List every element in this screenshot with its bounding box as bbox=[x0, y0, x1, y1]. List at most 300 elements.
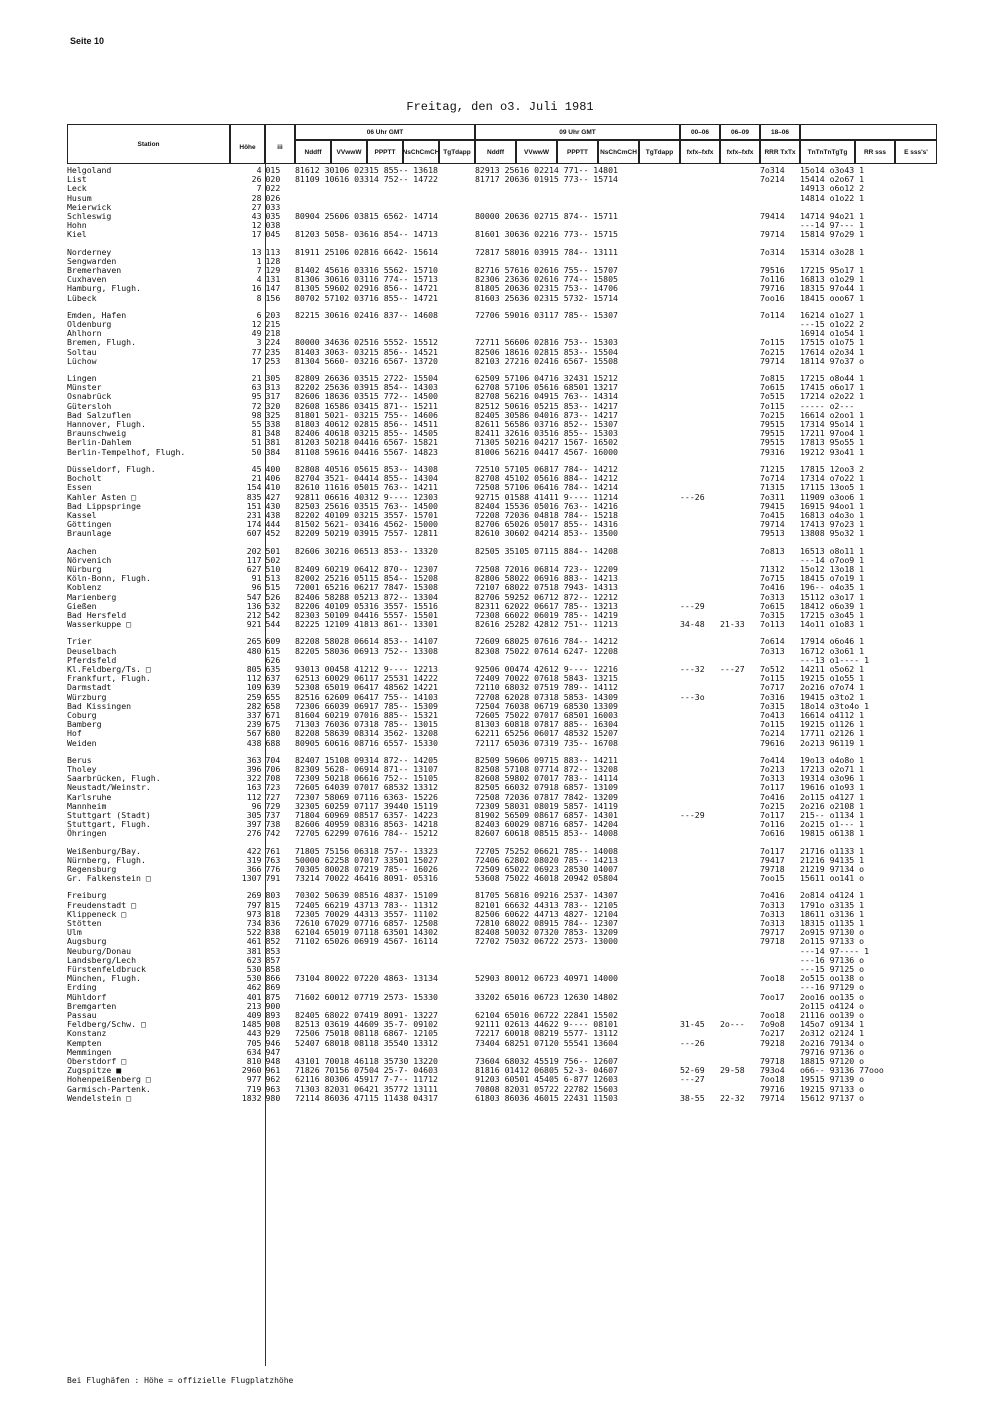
max-temp-06-09 bbox=[720, 847, 760, 856]
obs-09: 81603 25636 02315 5732- 15714 bbox=[475, 292, 618, 303]
min-temp-snow: 16712 o3o61 1 bbox=[800, 645, 865, 656]
station-name: Lüchow bbox=[67, 355, 97, 366]
station-name: Neustadt/Weinstr. bbox=[67, 782, 151, 793]
rain-18-06: 79513 bbox=[760, 528, 785, 539]
obs-09: 81601 30636 02216 773-- 15715 bbox=[475, 229, 618, 240]
min-temp-snow: 17413 97o23 1 bbox=[800, 519, 865, 530]
c09-1: VVwwW bbox=[516, 140, 557, 164]
station-id: 406 bbox=[265, 473, 281, 484]
obs-06: 82202 25636 03915 854-- 14303 bbox=[295, 382, 438, 393]
obs-09: 82708 45102 05616 884-- 14212 bbox=[475, 473, 618, 484]
station-name: Berus bbox=[67, 754, 92, 765]
max-temp-06-09 bbox=[720, 212, 760, 221]
max-temp-00-06 bbox=[680, 329, 720, 338]
max-temp-06-09 bbox=[720, 465, 760, 474]
station-id: 131 bbox=[265, 274, 281, 285]
min-temp-snow: 1791o o3135 1 bbox=[800, 899, 865, 910]
station-id: 147 bbox=[265, 283, 281, 294]
r2-sub: fxfx–fxfx bbox=[720, 140, 760, 164]
max-temp-06-09 bbox=[720, 257, 760, 266]
obs-09: 73604 68032 45519 756-- 12607 bbox=[475, 1056, 618, 1067]
station-id: 961 bbox=[265, 1065, 281, 1076]
altitude: 21 bbox=[230, 374, 265, 383]
station-id: 022 bbox=[265, 183, 281, 194]
obs-09: 61803 86036 46015 22431 11503 bbox=[475, 1092, 618, 1103]
obs-06 bbox=[295, 956, 475, 965]
min-temp-snow: 15611 oo141 o bbox=[800, 873, 865, 884]
station-id: 727 bbox=[265, 791, 281, 802]
station-name: Aachen bbox=[67, 545, 97, 556]
rain-18-06: 7o116 bbox=[760, 819, 785, 830]
min-temp-snow: ---15 97125 o bbox=[800, 964, 865, 975]
obs-06: 82516 62609 06417 755-- 14103 bbox=[295, 691, 438, 702]
station-name: Essen bbox=[67, 482, 92, 493]
station-id: 542 bbox=[265, 609, 281, 620]
altitude: 45 bbox=[230, 465, 265, 474]
obs-06: 82209 50219 03915 7557- 12811 bbox=[295, 528, 438, 539]
obs-09: 72508 72036 07817 7842- 13209 bbox=[475, 791, 618, 802]
obs-09: 72817 58016 03915 784-- 13111 bbox=[475, 246, 618, 257]
station-id: 893 bbox=[265, 1010, 281, 1021]
max-temp-00-06 bbox=[680, 720, 720, 729]
min-temp-snow: 17213 o2o71 1 bbox=[800, 763, 865, 774]
max-temp-06-09: 2o--- bbox=[720, 1019, 745, 1030]
station-id: 427 bbox=[265, 491, 281, 502]
rain-18-06: 7o113 bbox=[760, 619, 785, 630]
rain-18-06: 7o315 bbox=[760, 609, 785, 620]
min-temp-snow: 18611 o3136 1 bbox=[800, 908, 865, 919]
obs-09: 62211 65256 06017 48532 15207 bbox=[475, 728, 618, 739]
min-temp-snow: 15414 o2o67 1 bbox=[800, 174, 865, 185]
obs-09: 82103 27216 02416 6567- 15508 bbox=[475, 355, 618, 366]
obs-06: 81801 5021- 03215 755-- 14606 bbox=[295, 409, 438, 420]
station-id: 438 bbox=[265, 509, 281, 520]
max-temp-00-06 bbox=[680, 411, 720, 420]
min-temp-snow: 17415 o6o17 1 bbox=[800, 382, 865, 393]
max-temp-06-09 bbox=[720, 637, 760, 646]
min-temp-snow: 18114 97o37 o bbox=[800, 355, 865, 366]
obs-06: 82513 03619 44609 35-7- 09102 bbox=[295, 1019, 438, 1030]
station-id: 853 bbox=[265, 945, 281, 956]
station-name: Fürstenfeldbruck bbox=[67, 964, 146, 975]
rain-18-06: 7o714 bbox=[760, 473, 785, 484]
min-temp-snow: 18415 o7o19 1 bbox=[800, 573, 865, 584]
rain-18-06: 79414 bbox=[760, 211, 785, 222]
min-temp-snow: 14211 o5o62 1 bbox=[800, 663, 865, 674]
min-temp-snow: 11909 o3oo6 1 bbox=[800, 491, 865, 502]
obs-06: 82309 5628- 06914 871-- 13107 bbox=[295, 763, 438, 774]
obs-09: 72510 57105 06817 784-- 14212 bbox=[475, 463, 618, 474]
obs-06 bbox=[295, 184, 475, 193]
station-id: 738 bbox=[265, 819, 281, 830]
obs-09: 82610 30602 04214 853-- 13500 bbox=[475, 528, 618, 539]
station-id: 706 bbox=[265, 763, 281, 774]
min-temp-snow: 17914 o6o46 1 bbox=[800, 636, 865, 647]
altitude: 1832 bbox=[230, 1094, 265, 1103]
rain-18-06: 7o314 bbox=[760, 246, 785, 257]
station-name: Meierwick bbox=[67, 201, 112, 212]
station-name: Zugspitze ■ bbox=[67, 1065, 122, 1076]
min-temp-snow: 14814 o1o22 1 bbox=[800, 192, 865, 203]
rain-18-06: 79515 bbox=[760, 428, 785, 439]
station-name: Stuttgart, Flugh. bbox=[67, 819, 151, 830]
min-temp-snow: 17115 13oo5 1 bbox=[800, 482, 865, 493]
max-temp-00-06 bbox=[680, 529, 720, 538]
altitude: 136 bbox=[230, 602, 265, 611]
altitude: 77 bbox=[230, 348, 265, 357]
max-temp-06-09 bbox=[720, 811, 760, 820]
obs-06: 80702 57102 03716 855-- 14721 bbox=[295, 292, 438, 303]
rain-18-06 bbox=[760, 184, 800, 193]
max-temp-06-09 bbox=[720, 502, 760, 511]
station-name: Neuburg/Donau bbox=[67, 945, 132, 956]
max-temp-00-06 bbox=[680, 565, 720, 574]
obs-06: 72610 67029 07716 6857- 12508 bbox=[295, 918, 438, 929]
altitude: 49 bbox=[230, 329, 265, 338]
obs-09: 72702 75032 06722 2573- 13000 bbox=[475, 936, 618, 947]
obs-06: 82208 58028 06614 853-- 14107 bbox=[295, 636, 438, 647]
rain-18-06: 79417 bbox=[760, 854, 785, 865]
altitude: 8 bbox=[230, 294, 265, 303]
max-temp-00-06 bbox=[680, 465, 720, 474]
obs-09: 72409 70022 07618 5843- 13215 bbox=[475, 673, 618, 684]
min-temp-snow: ---14 97---- 1 bbox=[800, 945, 870, 956]
altitude: 567 bbox=[230, 729, 265, 738]
altitude: 43 bbox=[230, 212, 265, 221]
min-temp-snow: 15112 o3o17 1 bbox=[800, 591, 865, 602]
max-temp-00-06 bbox=[680, 756, 720, 765]
station-name: Trier bbox=[67, 636, 92, 647]
max-temp-06-09 bbox=[720, 184, 760, 193]
rain-18-06: 79218 bbox=[760, 1037, 785, 1048]
station-name: Feldberg/Schw. □ bbox=[67, 1019, 146, 1030]
obs-06: 82215 30616 02416 837-- 14608 bbox=[295, 309, 438, 320]
rain-18-06: 79714 bbox=[760, 229, 785, 240]
rain-18-06: 793o4 bbox=[760, 1065, 785, 1076]
r1-sub: fxfx–fxfx bbox=[680, 140, 720, 164]
altitude: 96 bbox=[230, 583, 265, 592]
altitude: 397 bbox=[230, 820, 265, 829]
max-temp-06-09 bbox=[720, 756, 760, 765]
obs-09: 82716 57616 02616 755-- 15707 bbox=[475, 265, 618, 276]
station-id: 313 bbox=[265, 382, 281, 393]
max-temp-00-06 bbox=[680, 374, 720, 383]
max-temp-06-09: 21-33 bbox=[720, 619, 745, 630]
max-temp-06-09 bbox=[720, 221, 760, 230]
max-temp-06-09 bbox=[720, 329, 760, 338]
rain-18-06: 7o813 bbox=[760, 545, 785, 556]
obs-06: 72405 66219 43713 783-- 11312 bbox=[295, 899, 438, 910]
station-name: Schleswig bbox=[67, 211, 112, 222]
station-name: List bbox=[67, 174, 87, 185]
station-name: Wasserkuppe □ bbox=[67, 619, 132, 630]
obs-09: 33202 65016 06723 12630 14802 bbox=[475, 991, 618, 1002]
footnote: Bei Flughäfen : Höhe = offizielle Flugplatzhöhe bbox=[67, 1376, 294, 1385]
obs-09: 92111 02613 44622 9---- 08101 bbox=[475, 1019, 618, 1030]
obs-06: 82405 68022 07419 8091- 13227 bbox=[295, 1010, 438, 1021]
rain-18-06: 7o215 bbox=[760, 800, 785, 811]
obs-09: 82101 66632 44313 783-- 12105 bbox=[475, 899, 618, 910]
altitude: 3 bbox=[230, 338, 265, 347]
max-temp-00-06: ---26 bbox=[680, 1037, 705, 1048]
obs-06: 71826 70156 07504 25-7- 04603 bbox=[295, 1065, 438, 1076]
max-temp-00-06 bbox=[680, 420, 720, 429]
min-temp-snow: 16915 94oo1 1 bbox=[800, 500, 865, 511]
obs-09: 82311 62022 06617 785-- 13213 bbox=[475, 600, 618, 611]
rain-18-06 bbox=[760, 956, 800, 965]
max-temp-00-06 bbox=[680, 891, 720, 900]
station-name: Landsberg/Lech bbox=[67, 954, 137, 965]
obs-09: 81717 20636 01915 773-- 15714 bbox=[475, 174, 618, 185]
min-temp-snow: 19o13 o4o8o 1 bbox=[800, 754, 865, 765]
obs-06: 80904 25606 03815 6562- 14714 bbox=[295, 211, 438, 222]
altitude: 151 bbox=[230, 502, 265, 511]
station-name: Helgoland bbox=[67, 165, 112, 175]
rain-18-06: 7o117 bbox=[760, 810, 785, 820]
rain-18-06: 7oo17 bbox=[760, 991, 785, 1002]
altitude: 26 bbox=[230, 175, 265, 184]
max-temp-06-09 bbox=[720, 166, 760, 175]
obs-06: 72114 86036 47115 11438 04317 bbox=[295, 1092, 438, 1103]
rain-18-06: 7o616 bbox=[760, 828, 785, 839]
station-id: 875 bbox=[265, 991, 281, 1002]
station-id: 128 bbox=[265, 255, 281, 266]
station-id: 532 bbox=[265, 600, 281, 611]
min-temp-snow: 17614 o2o34 1 bbox=[800, 346, 865, 357]
blank-header bbox=[800, 124, 937, 140]
station-id: 526 bbox=[265, 591, 281, 602]
station-id: 026 bbox=[265, 192, 281, 203]
station-id: 704 bbox=[265, 754, 281, 765]
station-name: Deuselbach bbox=[67, 645, 117, 656]
altitude: 231 bbox=[230, 511, 265, 520]
rain-18-06: 79716 bbox=[760, 283, 785, 294]
max-temp-00-06 bbox=[680, 865, 720, 874]
station-name: Würzburg bbox=[67, 691, 107, 702]
max-temp-06-09 bbox=[720, 547, 760, 556]
max-temp-06-09 bbox=[720, 511, 760, 520]
obs-06: 73104 80022 07220 4863- 13134 bbox=[295, 973, 438, 984]
obs-06: 82610 11616 05015 763-- 14211 bbox=[295, 482, 438, 493]
station-name: Kassel bbox=[67, 509, 97, 520]
obs-09: 81805 20636 02315 753-- 14706 bbox=[475, 283, 618, 294]
station-id: 400 bbox=[265, 463, 281, 474]
min-temp-snow: 2o216 79134 o bbox=[800, 1037, 865, 1048]
max-temp-00-06 bbox=[680, 448, 720, 457]
obs-06: 82406 58288 05213 872-- 13304 bbox=[295, 591, 438, 602]
max-temp-00-06 bbox=[680, 647, 720, 656]
min-temp-snow: 15o14 o3o43 1 bbox=[800, 165, 865, 175]
table-row bbox=[67, 248, 937, 257]
altitude: 109 bbox=[230, 683, 265, 692]
station-id: 761 bbox=[265, 845, 281, 856]
station-id: 218 bbox=[265, 328, 281, 339]
altitude: 12 bbox=[230, 320, 265, 329]
min-temp-snow: 145o7 o9134 1 bbox=[800, 1019, 865, 1030]
station-name: Bad Hersfeld bbox=[67, 609, 127, 620]
min-temp-snow: 2o515 oo138 o bbox=[800, 973, 865, 984]
min-temp-snow: 17314 o7o22 1 bbox=[800, 473, 865, 484]
rain-18-06: 7o315 bbox=[760, 700, 785, 711]
min-temp-snow: 15814 97o29 1 bbox=[800, 229, 865, 240]
group-06-header: 06 Uhr GMT bbox=[295, 124, 475, 140]
rain-18-06: 79718 bbox=[760, 1056, 785, 1067]
station-name: Gr. Falkenstein □ bbox=[67, 873, 151, 884]
max-temp-00-06 bbox=[680, 583, 720, 592]
max-temp-06-09 bbox=[720, 574, 760, 583]
max-temp-06-09 bbox=[720, 774, 760, 783]
obs-06: 92811 06616 40312 9---- 12303 bbox=[295, 491, 438, 502]
max-temp-00-06 bbox=[680, 184, 720, 193]
altitude: 977 bbox=[230, 1075, 265, 1084]
rain-18-06: 7o313 bbox=[760, 908, 785, 919]
max-temp-00-06 bbox=[680, 928, 720, 937]
altitude: 50 bbox=[230, 448, 265, 457]
obs-09: 82708 56216 04915 763-- 14314 bbox=[475, 391, 618, 402]
rain-18-06: 7oo18 bbox=[760, 1010, 785, 1021]
obs-09: 82913 25616 02214 771-- 14801 bbox=[475, 165, 618, 175]
min-temp-snow: 2o915 97130 o bbox=[800, 927, 865, 938]
obs-06: 93013 00458 41212 9---- 12213 bbox=[295, 663, 438, 674]
station-id: 235 bbox=[265, 346, 281, 357]
max-temp-00-06 bbox=[680, 320, 720, 329]
max-temp-00-06 bbox=[680, 937, 720, 946]
max-temp-06-09 bbox=[720, 965, 760, 974]
max-temp-06-09 bbox=[720, 565, 760, 574]
max-temp-06-09 bbox=[720, 203, 760, 212]
min-temp-snow: 2o216 o2108 1 bbox=[800, 800, 865, 811]
min-temp-snow: 17214 o2o22 1 bbox=[800, 391, 865, 402]
rain-18-06: 7oo16 bbox=[760, 292, 785, 303]
station-id: 688 bbox=[265, 737, 281, 748]
hoehe-header: Höhe bbox=[230, 124, 265, 164]
min-temp-snow: 18o14 o3to4o 1 bbox=[800, 700, 870, 711]
rain-18-06: 7o515 bbox=[760, 391, 785, 402]
max-temp-06-09 bbox=[720, 993, 760, 1002]
altitude: 4 bbox=[230, 166, 265, 175]
c06-1: VVwwW bbox=[331, 140, 367, 164]
max-temp-00-06: ---29 bbox=[680, 600, 705, 611]
min-temp-snow: 13808 95o32 1 bbox=[800, 528, 865, 539]
altitude: 212 bbox=[230, 611, 265, 620]
max-temp-00-06: ---3o bbox=[680, 691, 705, 702]
max-temp-06-09 bbox=[720, 392, 760, 401]
obs-09: 82405 30586 04016 873-- 14217 bbox=[475, 409, 618, 420]
obs-09: 82408 50032 07320 7853- 13209 bbox=[475, 927, 618, 938]
obs-09: 92715 01588 41411 9---- 11214 bbox=[475, 491, 618, 502]
table-row bbox=[67, 874, 937, 883]
rain-18-06: 71315 bbox=[760, 482, 785, 493]
max-temp-00-06 bbox=[680, 556, 720, 565]
max-temp-00-06 bbox=[680, 221, 720, 230]
obs-09: 72107 68022 07518 7943- 14313 bbox=[475, 582, 618, 593]
rain-18-06: 7oo18 bbox=[760, 1074, 785, 1085]
obs-09: 72117 65036 07319 735-- 16708 bbox=[475, 737, 618, 748]
station-name: Hof bbox=[67, 728, 82, 739]
obs-06: 71602 60012 07719 2573- 15330 bbox=[295, 991, 438, 1002]
max-temp-06-09 bbox=[720, 338, 760, 347]
rain-18-06: 7o116 bbox=[760, 274, 785, 285]
rain-18-06: 7o512 bbox=[760, 663, 785, 674]
rain-18-06: 7o117 bbox=[760, 782, 785, 793]
altitude: 530 bbox=[230, 974, 265, 983]
min-temp-snow: 17813 95o55 1 bbox=[800, 437, 865, 448]
station-name: Frankfurt, Flugh. bbox=[67, 673, 151, 684]
max-temp-06-09: ---27 bbox=[720, 663, 745, 674]
max-temp-00-06 bbox=[680, 294, 720, 303]
station-id: 609 bbox=[265, 636, 281, 647]
min-temp-snow: 14913 o6o12 2 bbox=[800, 183, 865, 194]
altitude: 1307 bbox=[230, 874, 265, 883]
altitude: 7 bbox=[230, 184, 265, 193]
altitude: 401 bbox=[230, 993, 265, 1002]
obs-09: 82608 59802 07017 783-- 14114 bbox=[475, 773, 618, 784]
max-temp-00-06 bbox=[680, 729, 720, 738]
station-name: Regensburg bbox=[67, 864, 117, 875]
station-name: Berlin-Dahlem bbox=[67, 437, 132, 448]
obs-06: 32305 60259 07117 39440 15119 bbox=[295, 800, 438, 811]
max-temp-00-06: 52-69 bbox=[680, 1065, 705, 1076]
altitude: 98 bbox=[230, 411, 265, 420]
altitude: 27 bbox=[230, 203, 265, 212]
max-temp-00-06 bbox=[680, 702, 720, 711]
max-temp-06-09 bbox=[720, 856, 760, 865]
obs-09: 92506 00474 42612 9---- 12216 bbox=[475, 663, 618, 674]
station-id: 866 bbox=[265, 973, 281, 984]
altitude: 202 bbox=[230, 547, 265, 556]
rain-18-06: 7o115 bbox=[760, 337, 785, 348]
max-temp-00-06 bbox=[680, 348, 720, 357]
station-id: 015 bbox=[265, 165, 281, 175]
station-name: Soltau bbox=[67, 346, 97, 357]
min-temp-snow: 19215 o1126 1 bbox=[800, 719, 865, 730]
max-temp-00-06 bbox=[680, 547, 720, 556]
rain-18-06: 7oo15 bbox=[760, 873, 785, 884]
max-temp-00-06 bbox=[680, 820, 720, 829]
obs-09: 82611 56586 03716 852-- 15307 bbox=[475, 419, 618, 430]
c06-0: Nddff bbox=[295, 140, 331, 164]
obs-06: 82606 18636 03515 772-- 14500 bbox=[295, 391, 438, 402]
obs-06: 82608 16586 03415 871-- 15211 bbox=[295, 400, 438, 411]
max-temp-00-06 bbox=[680, 993, 720, 1002]
obs-06: 81203 50218 04416 6567- 15821 bbox=[295, 437, 438, 448]
altitude: 154 bbox=[230, 483, 265, 492]
max-temp-06-09 bbox=[720, 693, 760, 702]
table-row bbox=[67, 357, 937, 366]
r3-header: 18–06 bbox=[760, 124, 800, 140]
obs-06: 81402 45616 03316 5562- 15710 bbox=[295, 265, 438, 276]
station-id: 742 bbox=[265, 828, 281, 839]
max-temp-00-06 bbox=[680, 856, 720, 865]
max-temp-06-09 bbox=[720, 729, 760, 738]
station-name: Konstanz bbox=[67, 1028, 107, 1039]
station-name: Mühldorf bbox=[67, 991, 107, 1002]
max-temp-06-09 bbox=[720, 674, 760, 683]
altitude: 396 bbox=[230, 765, 265, 774]
obs-06: 80905 60616 08716 6557- 15330 bbox=[295, 737, 438, 748]
max-temp-06-09 bbox=[720, 1002, 760, 1011]
obs-06 bbox=[295, 194, 475, 203]
station-id: 838 bbox=[265, 927, 281, 938]
max-temp-00-06 bbox=[680, 166, 720, 175]
station-id: 639 bbox=[265, 682, 281, 693]
station-id: 203 bbox=[265, 309, 281, 320]
r3-sub: RRR TxTx bbox=[760, 140, 800, 164]
min-temp-snow: 15o12 13o18 1 bbox=[800, 563, 865, 574]
max-temp-06-09 bbox=[720, 1039, 760, 1048]
altitude: 522 bbox=[230, 928, 265, 937]
station-name: Stötten bbox=[67, 918, 102, 929]
